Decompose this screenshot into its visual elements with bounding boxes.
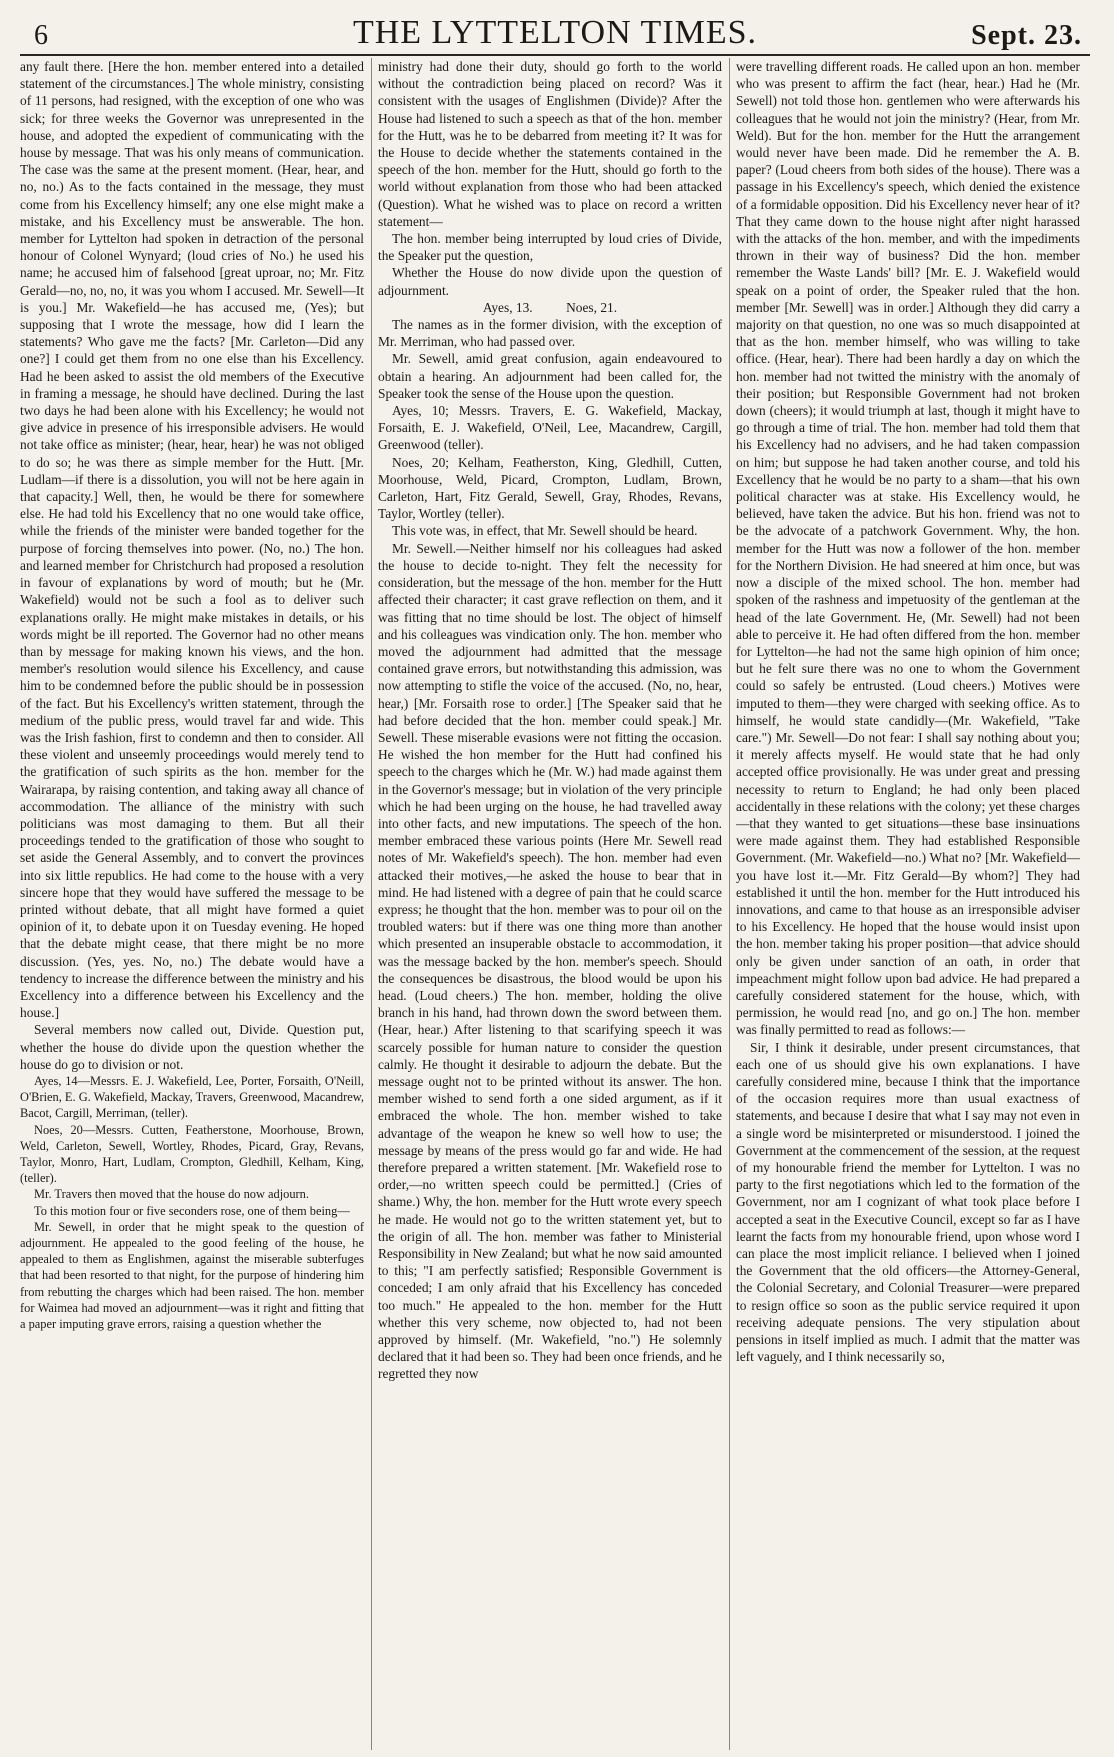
masthead xyxy=(20,6,1090,56)
paragraph: Mr. Sewell.—Neither himself nor his colleagues had asked the house to decide to-night. They felt the necessity for consideration, but the message of the hon. member for the Hutt affected their character; it cast grave reflection on them, and it was fitting that no time should be lost. The object of himself and his colleagues was vindication only. The hon. member who moved the adjournment had admitted that the message contained grave errors, but notwithstanding this admission, was now attempting to stifle the voice of the accused. (No, no, hear, hear,) [Mr. Forsaith rose to order.] [The Speaker said that he had before decided that the hon. member could speak.] Mr. Sewell. These miserable evasions were not fitting the occasion. He wished the hon member for the Hutt had confined his speech to the charges which he (Mr. W.) had made against them in the Governor's message; but in violation of the very principle which he had been urging on the house, he had travelled away into other facts, and new imputations. The speech of the hon. member embraced these various points (Here Mr. Sewell read notes of Mr. Wakefield's speech). The hon. member had even attacked their motives,—he asked the house to bear that in mind. He had listened with a degree of pain that he could scarce express; he thought that the hon. member was to pour oil on the troubled waters: but if there was one thing more than another which presented an insuperable obstacle to accommodation, it was the message backed by the hon. member's speech. Should the consequences be disastrous, the blood would be upon his head. (Loud cheers.) The hon. member, holding the olive branch in his hand, had thrown down the sword between them. (Hear, hear.) After listening to that scarifying speech it was scarcely possible for human nature to consider the question calmly. He thought it desirable to adjourn the debate. But the message ought not to be printed without its answer. The hon. member wished to send forth a one sided argument, as if it embraced the whole. The hon. member wished to take advantage of the weapon he knew so well how to use; the message by means of the press would go far and wide. He had therefore prepared a written statement. [Mr. Wakefield rose to order,—no written speech could be permitted.] (Cries of shame.) Why, the hon. member for the Hutt wrote every speech he made. He would not go to the written statement yet, but to the origin of all. The hon. member was father to Ministerial Responsibility in New Zealand; but what he now said amounted to this; "I am perfectly satisfied; Responsible Government is conceded; I am only afraid that his Excellency has conceded too much." He appealed to the hon. member for the Hutt whether this very scheme, now objected to, had not been approved by himself. (Mr. Wakefield, "no.") He solemnly declared that it had been so. They had been once friends, and he regretted they now xyxy=(378,540,722,1382)
paragraph: any fault there. [Here the hon. member entered into a detailed statement of the circumstances.] The whole ministry, consisting of 11 persons, had resigned, with the exception of one who was sick; for three weeks the Governor was unrepresented in the house, and adopted the expedient of communicating with the house by message. That was his only means of communication. The case was the same at the present moment. (Hear, hear, and no, no.) As to the facts contained in the message, they must come from his Excellency himself; any one else might make a mistake, and his Excellency must be answerable. The hon. member for Lyttelton had spoken in detraction of the personal honour of Colonel Wynyard; (loud cries of No.) he used his name; he accused him of falsehood [great uproar, no; Mr. Fitz Gerald—no, no, no, it was you whom I accused. Mr. Sewell—It is you.] Mr. Wakefield—he has accused me, (Yes); but supposing that I wrote the message, how did I learn the statements? Who gave me the facts? [Mr. Carleton—Did any one?] I could get them from no one else than his Excellency. Had he been asked to assist the old members of the Executive in framing a message, he should have declined. During the last two days he had been alone with his Excellency; he would not give advice in presence of his irresponsible advisers. He would not take office as minister; (hear, hear, hear) he was not obliged to do so; he was there as simple member for the Hutt. [Mr. Ludlam—if there is a dissolution, you will not be here again in that capacity.] Well, then, he would be there for somewhere else. He had told his Excellency that no one would take office, while the friends of the minister were banded together for the purpose of forcing themselves into power. (No, no.) The hon. and learned member for Christchurch had proposed a resolution in favour of explanations by word of mouth; but he (Mr. Wakefield) would not be such a fool as to deliver such explanations orally. He might make mistakes in details, or his words might be ill reported. The Governor had no other means than by message for making known his views, and the hon. member's resolution would silence his Excellency, and cause him to be condemned before the public should be in possession of the fact. But his Excellency's written statement, through the medium of the public press, would travel far and wide. This was the Irish fashion, first to condemn and then to consider. All these violent and unseemly proceedings would merely tend to the gratification of such spirits as the hon. member for the Wairarapa, by raising contention, and taking away all chance of accommodation. The alliance of the ministry with such politicians was most damaging to them. But all their proceedings tended to the gratification of those who sought to set aside the General Assembly, and to convert the provinces into six little republics. He had come to the house with a very sincere hope that they would have suffered the message to be printed without debate, that all might have formed a quiet opinion of it, to debate upon it on Tuesday evening. He hoped that the debate might cease, that there might be no more discussion. (Yes, yes. No, no.) The debate would have a tendency to increase the difference between the ministry and his Excellency into a difference between his Excellency and the house.] xyxy=(20,59,364,1021)
paragraph: ministry had done their duty, should go forth to the world without the contradiction being placed on record? Was it consistent with the usages of Englishmen (Divide)? After the House had listened to such a speech as that of the hon. member for the Hutt, was he to be debarred from meeting it? It was for the House to decide whether the statements contained in the speech of the hon. member for the Hutt, should go forth to the world without explanation from those who had been attacked (Question). What he wished was to place on record a written statement— xyxy=(378,59,722,229)
column-divider xyxy=(371,58,372,1750)
column-2 xyxy=(378,58,722,1750)
division-list-noes: Noes, 20—Messrs. Cutten, Featherstone, Moorhouse, Brown, Weld, Carleton, Sewell, Wortley, Rhodes, Picard, Gray, Revans, Taylor, Monro, Hart, Ludlam, Crompton, Gledhill, Kelham, King, (teller). xyxy=(20,1122,364,1186)
column-3 xyxy=(736,58,1080,1750)
division-list-noes: Noes, 20; Kelham, Featherston, King, Gledhill, Cutten, Moorhouse, Weld, Picard, Crompton, Ludlam, Brown, Carleton, Hart, Fitz Gerald, Sewell, Gray, Rhodes, Revans, Taylor, Wortley (teller). xyxy=(378,454,722,522)
division-tally: Ayes, 13. Noes, 21. xyxy=(482,299,618,315)
issue-date: Sept. 23. xyxy=(971,20,1082,51)
paragraph: were travelling different roads. He called upon an hon. member who was present to affirm the fact (hear, hear.) Had he (Mr. Sewell) not told those hon. gentlemen who were afterwards his colleagues that he would not join the ministry? (Hear, from Mr. Weld). But for the hon. member for the Hutt the arrangement would never have been made. Did he remember the A. B. paper? (Loud cheers from both sides of the house). There was a passage in his Excellency's speech, which denied the existence of a formidable opposition. Did his Excellency never hear of it? That they came down to the house night after night harassed with the attacks of the hon. member, and with the impediments thrown in their way of business? Did the hon. member remember the Waste Lands' bill? [Mr. E. J. Wakefield would speak on a point of order, the Speaker ruled that the hon. member [Mr. Sewell] was in order.] Although they did carry a majority on that question, no one was so much disappointed at that as the hon. member himself, who was willing to take office. (Hear, hear). There had been hardly a day on which the hon. member had not twitted the ministry with the anomaly of their position; but Responsible Government had not broken down (cheers); it would triumph at last, though it might have to go through a time of trial. The hon. member had told them that his Excellency had no advisers, and he had taken compassion on him; but suppose he had taken another course, and told his Excellency that he would be no party to a sham—that his own political character was at stake. His Excellency would, he believed, have taken the advice. But his hon. friend was not to be the advocate of a patchwork Government. Why, the hon. member for the Hutt was now a follower of the hon. member for the Northern Division. He had sneered at him once, but was now a disciple of the mixed school. The hon. member had spoken of the rashness and impetuosity of the gentleman at the head of the late Government. He, (Mr. Sewell) had not been able to perceive it. He had often differed from the hon. member for Lyttelton—he had not the same high opinion of him once; but he felt sure there was no one to whom the Government could so safely be entrusted. (Loud cheers.) Motives were imputed to them—they were charged with seeking office. As to himself, he would state candidly—(Mr. Wakefield, "Take care.") Mr. Sewell—Do not fear: I shall say nothing about you; it merely affects myself. He would state that he had only accepted office provisionally. He was under great and pressing necessity to return to England; he had only been placed accidentally in these relations with the colony; yet these charges—that they wanted to get situations—these base insinuations were made against them. They had established Responsible Government. (Mr. Wakefield—no.) What no? [Mr. Wakefield—you have lost it.—Mr. Fitz Gerald—By whom?] They had established it until the hon. member for the Hutt introduced his innovations, and came to that house as an irresponsible adviser to his Excellency. He hoped that the house would insist upon the hon. member taking his proper position—that advice should only be given under sanction of an oath, in order that impeachment might follow upon bad advice. He had prepared a carefully considered statement for the house, which, with permission, he would read [no, and go on.] The hon. member was finally permitted to read as follows:— xyxy=(736,59,1080,1038)
column-divider xyxy=(729,58,730,1750)
article-columns xyxy=(20,58,1090,1750)
newspaper-title: THE LYTTELTON TIMES. xyxy=(352,14,758,51)
division-list-ayes: Ayes, 10; Messrs. Travers, E. G. Wakefield, Mackay, Forsaith, E. J. Wakefield, O'Neil, Lee, Macandrew, Cargill, Greenwood (teller). xyxy=(378,403,722,453)
column-1 xyxy=(20,58,364,1750)
paragraph: The hon. member being interrupted by loud cries of Divide, the Speaker put the question, xyxy=(378,231,722,264)
paragraph: The names as in the former division, with the exception of Mr. Merriman, who had passed over. xyxy=(378,317,722,350)
paragraph: Whether the House do now divide upon the question of adjournment. xyxy=(378,265,722,298)
paragraph: Several members now called out, Divide. Question put, whether the house do divide upon the question whether the house do go to division or not. xyxy=(20,1022,364,1072)
paragraph: This vote was, in effect, that Mr. Sewell should be heard. xyxy=(392,523,698,539)
paragraph: To this motion four or five seconders rose, one of them being— xyxy=(34,1203,350,1218)
paragraph: Mr. Travers then moved that the house do now adjourn. xyxy=(34,1187,309,1202)
division-list-ayes: Ayes, 14—Messrs. E. J. Wakefield, Lee, Porter, Forsaith, O'Neill, O'Brien, E. G. Wakefield, Mackay, Travers, Greenwood, Macandrew, Bacot, Cargill, Merriman, (teller). xyxy=(20,1073,364,1121)
paragraph: Mr. Sewell, in order that he might speak to the question of adjournment. He appealed to the good feeling of the house, he appealed to them as Englishmen, against the miserable subterfuges that had been resorted to that night, for the purpose of hindering him from rebutting the charges which had been raised. The hon. member for Waimea had moved an adjournment—was it right and fitting that a paper imputing grave errors, raising a question whether the xyxy=(20,1219,364,1332)
page-number: 6 xyxy=(34,20,48,51)
paragraph: Mr. Sewell, amid great confusion, again endeavoured to obtain a hearing. An adjournment had been called for, the Speaker took the sense of the House upon the question. xyxy=(378,351,722,401)
quoted-statement: Sir, I think it desirable, under present circumstances, that each one of us should give his own explanations. I have carefully considered mine, because I think that the importance of the occasion requires more than usual exactness of statements, and because I desire that what I say may not even in a single word be misinterpreted or misunderstood. I joined the Government at the commencement of the session, at the request of my honourable friend the member for Lyttelton. I was no party to the first negotiations which led to the formation of the Government, nor am I cognizant of what took place before I accepted a seat in the Executive Council, except so far as I have learnt the facts from my honourable friend, upon whose word I can place the most implicit reliance. I believed when I joined the Government that the old officers—the Attorney-General, the Colonial Secretary, and Colonial Treasurer—were prepared to resign office so soon as the public service required it upon receiving adequate pensions. The very stipulation about pensions in itself implied as much. I admit that the matter was left vaguely, and I think necessarily so, xyxy=(736,1039,1080,1365)
